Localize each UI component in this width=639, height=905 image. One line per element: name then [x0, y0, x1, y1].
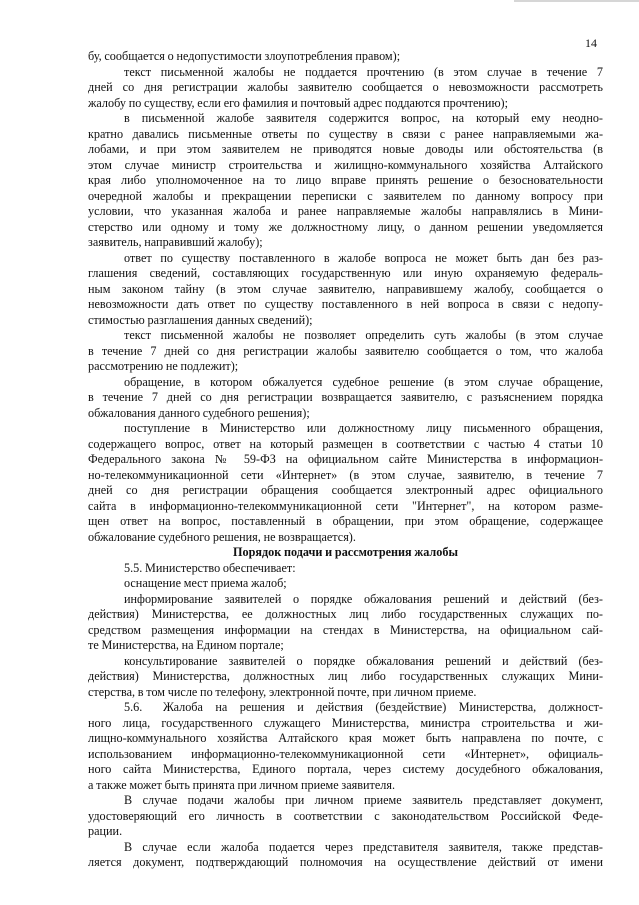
text-line: текст письменной жалобы не позволяет определить суть жалобы (в этом случае [124, 328, 603, 342]
text-line: 5.5. Министерство обеспечивает: [124, 560, 296, 575]
clause-number: 5.6. [124, 700, 143, 714]
document-body [88, 49, 603, 871]
text-line: консультирование заявителей о порядке обжалования решений и действий (без- [124, 653, 603, 668]
scan-edge-mark [514, 0, 639, 2]
text-line: те Министерства, на Едином портале; [88, 638, 284, 652]
text-line: действия) Министерства, ее должностных лиц либо государственных служащих по- [88, 607, 603, 621]
text-line: дней со дня регистрации жалобы заявителю сообщается о невозможности рассмотреть [88, 80, 603, 94]
text-line: дней со дня регистрации обращения сообщается электронный адрес официального [88, 483, 603, 497]
text-line: текст письменной жалобы не поддается прочтению (в этом случае в течение 7 [124, 64, 603, 79]
text-line: стерства, в том числе по телефону, электронной почте, при личном приеме. [88, 684, 477, 699]
text-line: но-телекоммуникационной сети «Интернет» (в этом случае, заявителю, в течение 7 [88, 467, 603, 482]
text-line: в течение 7 дней со дня регистрации жалобы заявителю сообщается о том, что жалоба [88, 343, 603, 358]
text-line: очередной жалобы и прекращении переписки с заявителем по данному вопросу при [88, 188, 603, 203]
text-line: содержащего вопрос, ответ на который размещен в соответствии с частью 4 статьи 10 [88, 436, 603, 451]
text-line: обжалование судебного решения, не возвращается). [88, 529, 356, 544]
text-line: В случае если жалоба подается через представителя заявителя, также представ- [124, 839, 603, 854]
text-line: условии, что указанная жалоба и ранее направляемые жалобы направлялись в Мини- [88, 204, 603, 218]
text-line [88, 700, 603, 716]
text-line: а также может быть принята при личном приеме заявителя. [88, 777, 395, 792]
text-line: стимостью разглашения данных сведений); [88, 312, 313, 327]
page-number: 14 [585, 36, 597, 50]
text-line: оснащение мест приема жалоб; [124, 576, 287, 590]
text-line: ляется документ, подтверждающий полномочия на осуществление действий от имени [88, 855, 603, 869]
text-line: В случае подачи жалобы при личном приеме заявитель представляет документ, [124, 793, 603, 807]
text-line: в письменной жалобе заявителя содержится вопрос, на который ему неодно- [124, 111, 603, 125]
text-line: обращение, в котором обжалуется судебное решение (в этом случае обращение, [124, 374, 603, 389]
text-line: заявитель, направивший жалобу); [88, 235, 263, 249]
text-line: ответ по существу поставленного в жалобе вопроса не может быть дан без раз- [124, 250, 603, 265]
text-line: края либо уполномоченное на то лицо вправе принять решение о безосновательности [88, 173, 603, 187]
text-line: рации. [88, 824, 123, 838]
text-line: рассмотрению не подлежит); [88, 359, 239, 373]
text-line: стерство или одному и тому же должностному лицу, о данном решении уведомляется [88, 219, 603, 234]
text-line: информирование заявителей о порядке обжалования решений и действий (без- [124, 591, 603, 606]
text-line: ным законом тайну (в этом случае заявителю, направившему жалобу, сообщается о [88, 281, 603, 296]
text-line: глашения сведений, составляющих государственную или иную охраняемую федераль- [88, 266, 603, 280]
text-line: кратно давались письменные ответы по существу в связи с ранее направляемыми жа- [88, 126, 603, 141]
text-line: лобами, и при этом заявителем не приводятся новые доводы или обстоятельства (в [88, 142, 603, 156]
text-line: щен ответ на вопрос, поставленный в обращении, при этом обращение, содержащее [88, 514, 603, 528]
text-line: ного лица, государственного служащего Министерства, министра строительства и жи- [88, 715, 603, 730]
text-line: поступление в Министерство или должностному лицу письменного обращения, [124, 421, 603, 435]
text-line: средством размещения информации на стендах в Министерства, на официальном сай- [88, 622, 603, 637]
clause-text: Жалоба на решения и действия (бездействие) Министерства, должност- [163, 700, 603, 714]
text-line: бу, сообщается о недопустимости злоупотребления правом); [88, 49, 401, 63]
text-line: сайта в информационно-телекоммуникационной сети "Интернет", на котором разме- [88, 498, 603, 513]
text-line: этом случае министр строительства и жилищно-коммунального хозяйства Алтайского [88, 157, 603, 172]
text-line: жалобу по существу, если его фамилия и почтовый адрес поддаются прочтению); [88, 95, 509, 110]
text-line: в течение 7 дней со дня регистрации возвращается заявителю, с разъяснением порядка [88, 390, 603, 404]
text-line: Федерального закона № 59-ФЗ на официальном сайте Министерства в информацион- [88, 452, 603, 466]
text-line: действия) Министерства, должностных лиц либо государственных служащих Мини- [88, 669, 603, 683]
section-heading: Порядок подачи и рассмотрения жалобы [233, 545, 458, 559]
text-line: обжалования данного судебного решения); [88, 405, 310, 420]
text-line: использованием информационно-телекоммуникационной сети «Интернет», официаль- [88, 746, 603, 761]
text-line: ного сайта Министерства, Единого портала, через систему досудебного обжалования, [88, 762, 603, 776]
text-line: лищно-коммунального хозяйства Алтайского края может быть направлена по почте, с [88, 731, 603, 745]
text-line: невозможности дать ответ по существу поставленного в ней вопроса в связи с недопу- [88, 297, 603, 311]
text-line: удостоверяющий его личность в соответствии с законодательством Российской Феде- [88, 808, 603, 823]
